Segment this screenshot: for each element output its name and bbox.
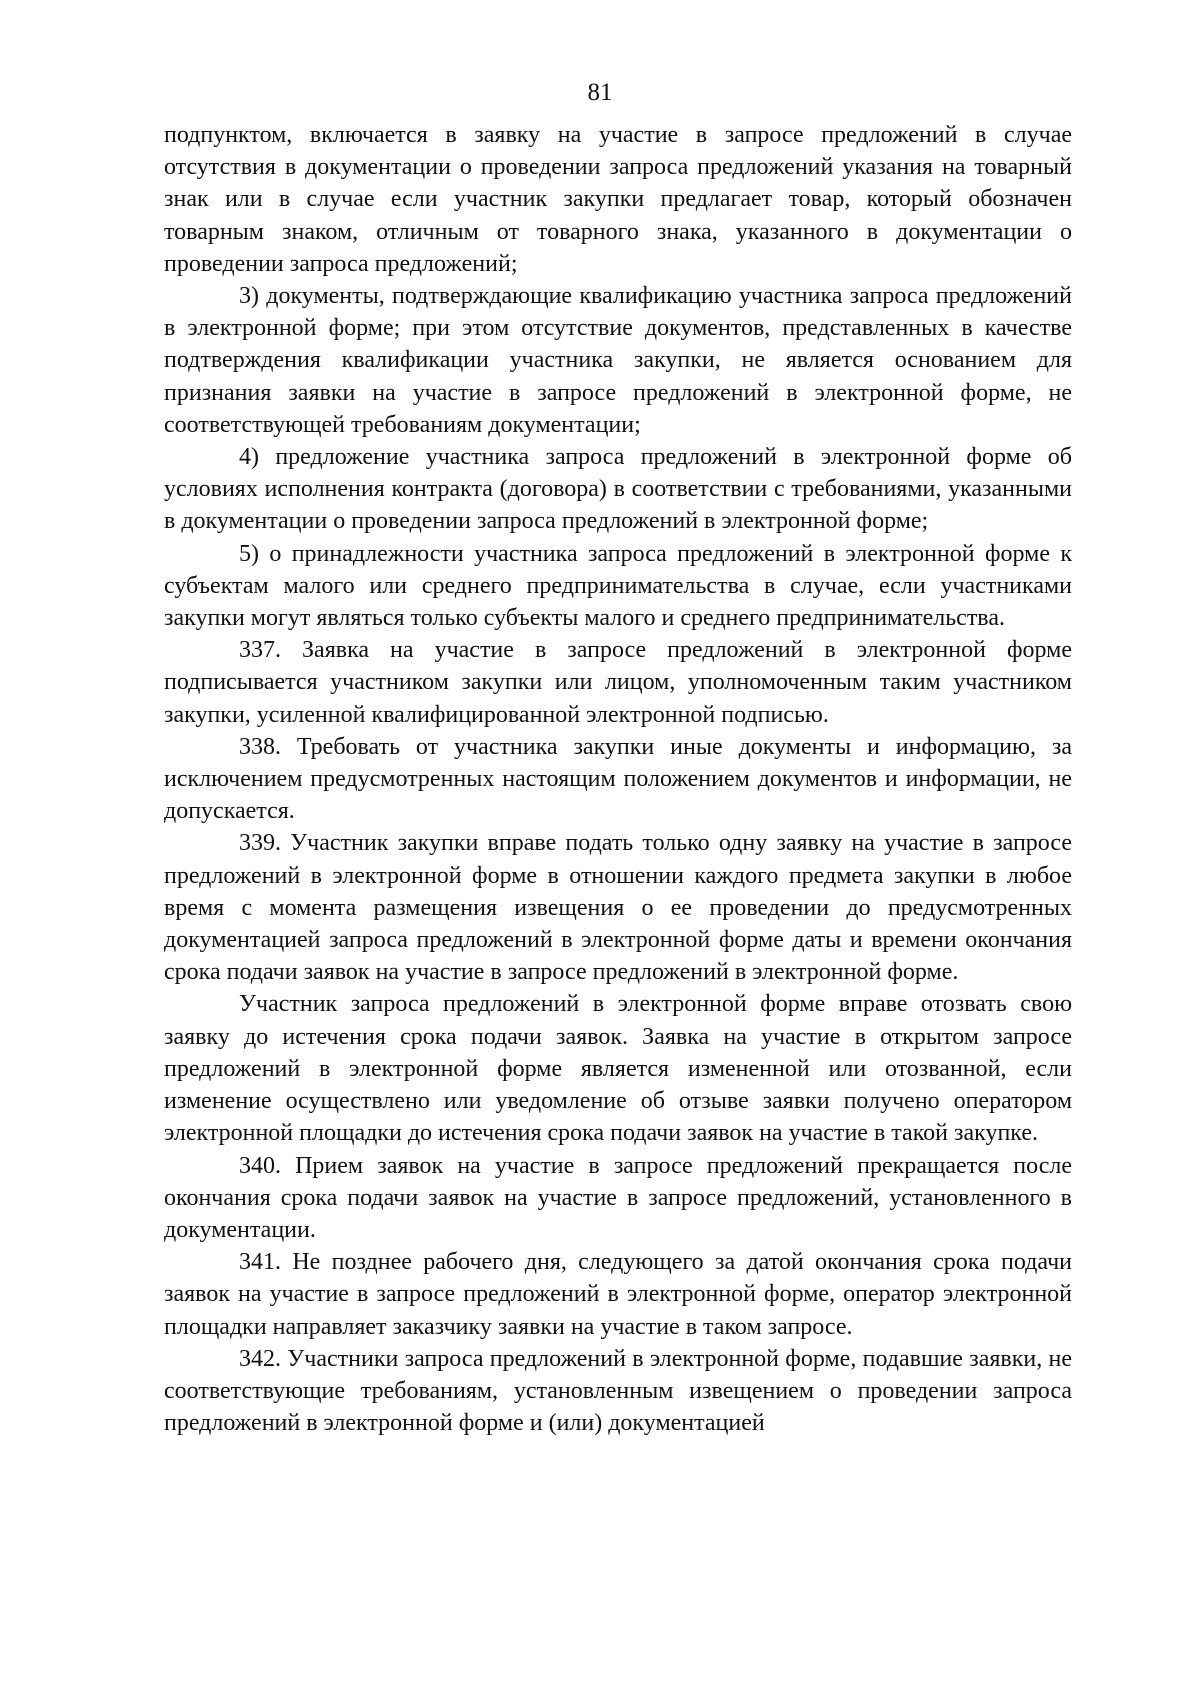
paragraph-341: 341. Не позднее рабочего дня, следующего за датой окончания срока подачи заявок на участие в запросе предложений в электронной форме, оператор электронной площадки направляет заказчику заявки на участие в таком запросе. — [164, 1249, 1072, 1340]
paragraph-340: 340. Прием заявок на участие в запросе предложений прекращается после окончания срока подачи заявок на участие в запросе предложений, установленного в документации. — [164, 1152, 1072, 1243]
paragraph-337: 337. Заявка на участие в запросе предложений в электронной форме подписывается участником закупки или лицом, уполномоченным таким участником закупки, усиленной квалифицированной электронной подписью. — [164, 637, 1072, 728]
page-number: 81 — [587, 79, 613, 106]
paragraph-item-4: 4) предложение участника запроса предложений в электронной форме об условиях исполнения контракта (договора) в соответствии с требованиями, указанными в документации о проведении запроса предложений в электронной форме; — [164, 444, 1072, 535]
paragraph-338: 338. Требовать от участника закупки иные документы и информацию, за исключением предусмотренных настоящим положением документов и информации, не допускается. — [164, 733, 1072, 825]
paragraph-item-3: 3) документы, подтверждающие квалификацию участника запроса предложений в электронной форме; при этом отсутствие документов, представленных в качестве подтверждения квалификации участника закупки, не является основанием для признания заявки на участие в запросе предложений в электронной форме, не соответствующей требованиям документации; — [164, 283, 1072, 438]
paragraph-item-5: 5) о принадлежности участника запроса предложений в электронной форме к субъектам малого или среднего предпринимательства в случае, если участниками закупки могут являться только субъекты малого и среднего предпринимательства. — [164, 540, 1072, 632]
paragraph-339-withdrawal: Участник запроса предложений в электронной форме вправе отозвать свою заявку до истечения срока подачи заявок. Заявка на участие в открытом запросе предложений в электронной форме является измененной или отозванной, если изменение осуществлено или уведомление об отзыве заявки получено оператором электронной площадки до истечения срока подачи заявок на участие в такой закупке. — [164, 991, 1072, 1147]
document-body — [164, 119, 1072, 1439]
paragraph-342: 342. Участники запроса предложений в электронной форме, подавшие заявки, не соответствующие требованиям, установленным извещением о проведении запроса предложений в электронной форме и (или) документацией — [164, 1345, 1072, 1437]
paragraph-continuation: подпунктом, включается в заявку на участие в запросе предложений в случае отсутствия в документации о проведении запроса предложений указания на товарный знак или в случае если участник закупки предлагает товар, который обозначен товарным знаком, отличным от товарного знака, указанного в документации о проведении запроса предложений; — [164, 122, 1072, 277]
paragraph-339: 339. Участник закупки вправе подать только одну заявку на участие в запросе предложений в электронной форме в отношении каждого предмета закупки в любое время с момента размещения извещения о ее проведении до предусмотренных документацией запроса предложений в электронной форме даты и времени окончания срока подачи заявок на участие в запросе предложений в электронной форме. — [164, 830, 1072, 986]
